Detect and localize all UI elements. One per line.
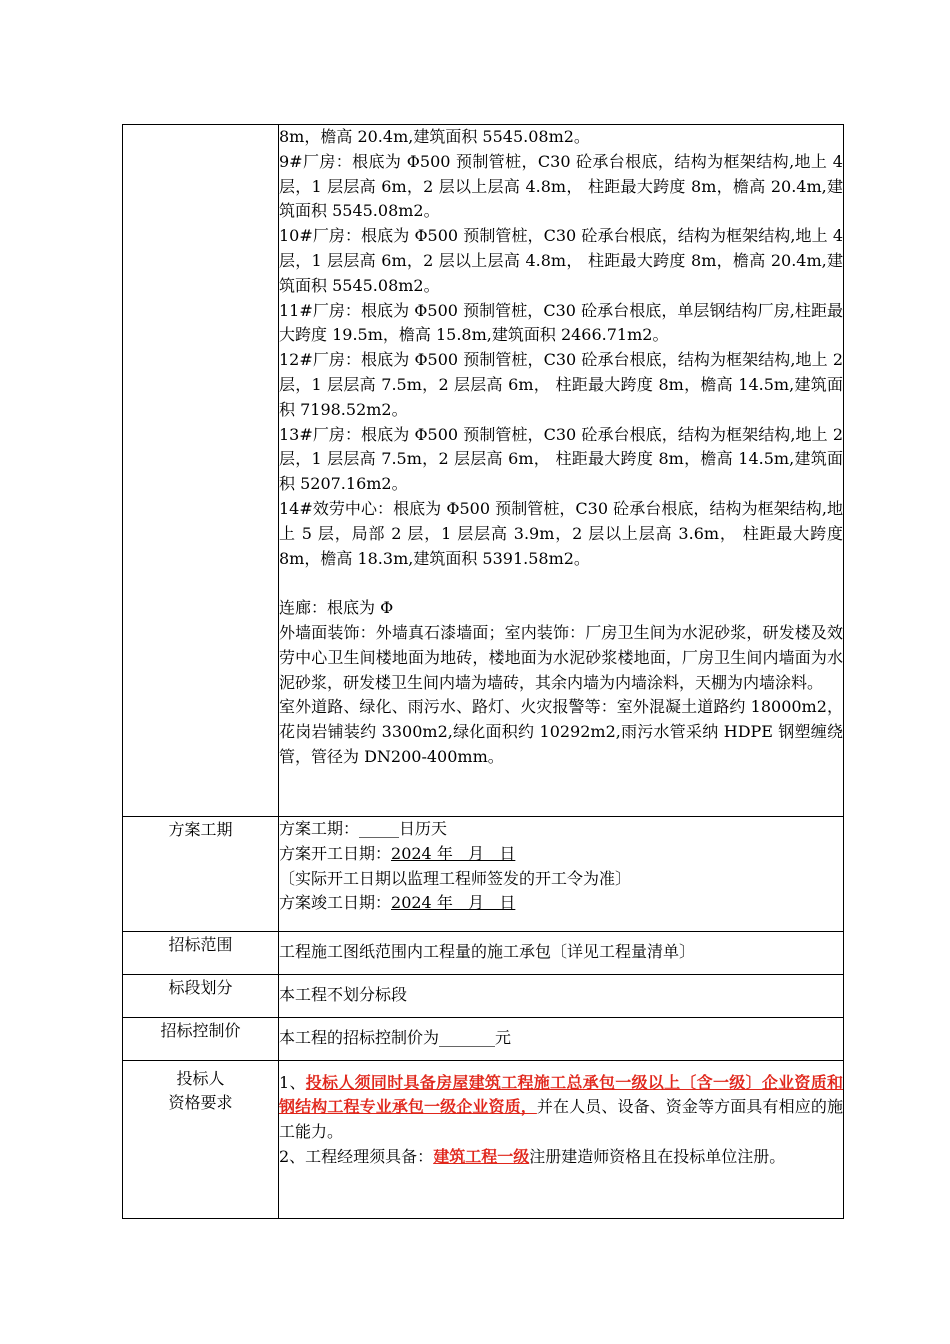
- qualification-item-1: 1、投标人须同时具备房屋建筑工程施工总承包一级以上〔含一级〕企业资质和钢结构工程专业承包一级企业资质，并在人员、设备、资金等方面具有相应的施工能力。: [279, 1072, 843, 1142]
- description-line: 室外道路、绿化、雨污水、路灯、火灾报警等：室外混凝土道路约 18000m2，花岗岩铺装约 3300m2,绿化面积约 10292m2,雨污水管采纳 HDPE 钢塑缠绕管，管径为 DN200-400mm。: [279, 697, 843, 766]
- control-price-label: 招标控制价: [123, 1017, 279, 1060]
- project-description-label-cell: [123, 125, 279, 817]
- manager-qualification-highlight: 建筑工程一级: [433, 1146, 530, 1166]
- scope-label: 招标范围: [123, 932, 279, 975]
- price-blank: _______: [439, 1027, 496, 1047]
- qualification-label-line1: 投标人: [176, 1068, 225, 1088]
- qualification-cell: [279, 1060, 844, 1218]
- schedule-row: [123, 817, 844, 932]
- project-description-cell: [279, 125, 844, 817]
- description-line: 连廊：根底为 Φ: [279, 598, 394, 618]
- description-line: 11#厂房：根底为 Φ500 预制管桩，C30 砼承台根底，单层钢结构厂房,柱距最大跨度 19.5m，檐高 15.8m,建筑面积 2466.71m2。: [279, 300, 843, 345]
- control-price-row: [123, 1017, 844, 1060]
- start-date-line: 方案开工日期：2024 年 月 日: [279, 843, 516, 863]
- project-description-row: [123, 125, 844, 817]
- start-date-note: 〔实际开工日期以监理工程师签发的开工令为准〕: [279, 868, 632, 888]
- description-line: 10#厂房：根底为 Φ500 预制管桩，C30 砼承台根底，结构为框架结构,地上 4 层，1 层层高 6m，2 层以上层高 4.8m， 柱距最大跨度 8m，檐高 20.4m,建筑面积 5545.08m2。: [279, 226, 843, 295]
- sections-row: [123, 974, 844, 1017]
- description-line: 8m，檐高 20.4m,建筑面积 5545.08m2。: [279, 127, 590, 146]
- description-line: 13#厂房：根底为 Φ500 预制管桩，C30 砼承台根底，结构为框架结构,地上 2 层，1 层层高 7.5m，2 层层高 6m， 柱距最大跨度 8m，檐高 14.5m,建筑面积 5207.16m2。: [279, 424, 843, 494]
- start-date: 2024 年 月 日: [391, 843, 516, 863]
- qualification-label-cell: [123, 1060, 279, 1218]
- blank-line: [279, 571, 843, 596]
- duration-blank: _____: [359, 819, 400, 838]
- schedule-cell: [279, 817, 844, 932]
- tender-info-table: [122, 124, 844, 1219]
- description-line: 14#效劳中心：根底为 Φ500 预制管桩，C30 砼承台根底，结构为框架结构,地上 5 层，局部 2 层，1 层层高 3.9m，2 层以上层高 3.6m， 柱距最大跨度 8m，檐高 18.3m,建筑面积 5391.58m2。: [279, 498, 843, 568]
- description-line: 9#厂房：根底为 Φ500 预制管桩，C30 砼承台根底，结构为框架结构,地上 4 层，1 层层高 6m，2 层以上层高 4.8m， 柱距最大跨度 8m，檐高 20.4m,建筑面积 5545.08m2。: [279, 151, 843, 221]
- duration-line: 方案工期：_____日历天: [279, 819, 448, 838]
- sections-value: 本工程不划分标段: [279, 974, 844, 1017]
- qualification-row: [123, 1060, 844, 1218]
- end-date: 2024 年 月 日: [391, 893, 516, 913]
- qualification-item-2: 2、工程经理须具备：建筑工程一级注册建造师资格且在投标单位注册。: [279, 1146, 786, 1166]
- scope-value: 工程施工图纸范围内工程量的施工承包〔详见工程量清单〕: [279, 932, 844, 975]
- end-date-line: 方案竣工日期：2024 年 月 日: [279, 893, 516, 913]
- description-line: 12#厂房：根底为 Φ500 预制管桩，C30 砼承台根底，结构为框架结构,地上 2 层，1 层层高 7.5m，2 层层高 6m， 柱距最大跨度 8m，檐高 14.5m,建筑面积 7198.52m2。: [279, 350, 843, 419]
- control-price-cell: 本工程的招标控制价为_______元: [279, 1017, 844, 1060]
- qualification-requirement-highlight: 投标人须同时具备房屋建筑工程施工总承包一级以上〔含一级〕企业资质和钢结构工程专业承包一级企业资质，: [279, 1072, 843, 1117]
- qualification-label-line2: 资格要求: [168, 1092, 233, 1112]
- scope-row: [123, 932, 844, 975]
- schedule-label: 方案工期: [123, 817, 279, 932]
- description-line: 外墙面装饰：外墙真石漆墙面；室内装饰：厂房卫生间为水泥砂浆，研发楼及效劳中心卫生间楼地面为地砖，楼地面为水泥砂浆楼地面，厂房卫生间内墙面为水泥砂浆，研发楼卫生间内墙为墙砖，其余内墙为内墙涂料，天棚为内墙涂料。: [279, 622, 843, 692]
- sections-label: 标段划分: [123, 974, 279, 1017]
